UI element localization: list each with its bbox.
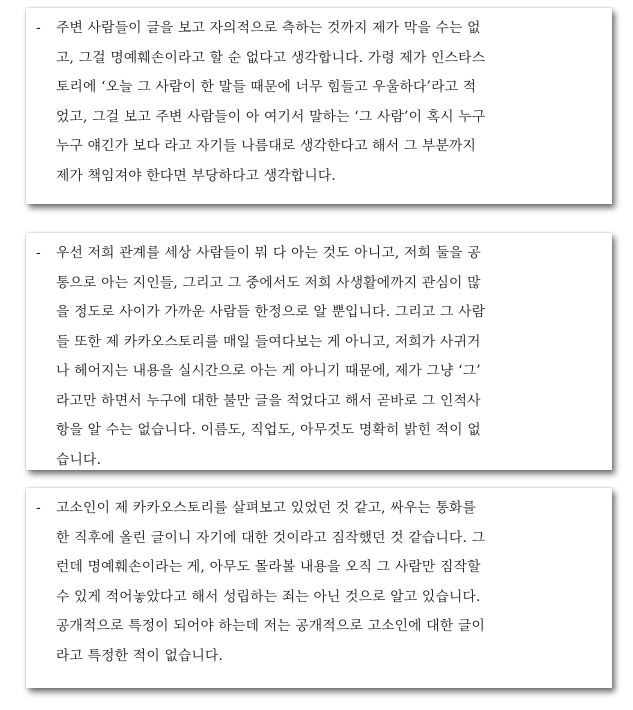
text-line: 고, 그걸 명예훼손이라고 할 순 없다고 생각합니다. 가령 제가 인스타스 <box>56 49 486 66</box>
paragraph-2 <box>36 239 598 475</box>
text-line: 수 있게 적어놓았다고 해서 성립하는 죄는 아닌 것으로 알고 있습니다. <box>56 588 481 605</box>
text-line: 제가 책임져야 한다면 부당하다고 생각합니다. <box>56 167 336 184</box>
bullet-dash: - <box>36 500 41 516</box>
text-line: 었고, 그걸 보고 주변 사람들이 아 여기서 말하는 ‘그 사람’이 혹시 누구 <box>56 108 486 125</box>
text-line: 런데 명예훼손이라는 게, 아무도 몰라볼 내용을 오직 그 사람만 짐작할 <box>56 559 481 575</box>
paragraph-1 <box>36 14 598 191</box>
paragraph-text <box>56 494 598 671</box>
text-line: 습니다. <box>56 451 102 468</box>
text-line: 들 또한 제 카카오스토리를 매일 들여다보는 게 아니고, 저희가 사귀거 <box>56 333 481 350</box>
paragraph-text <box>56 239 598 475</box>
text-line: 나 헤어지는 내용을 실시간으로 아는 게 아니기 때문에, 제가 그냥 ‘그’ <box>56 363 481 379</box>
text-line: 우선 저희 관계를 세상 사람들이 뭐 다 아는 것도 아니고, 저희 둘을 공 <box>56 245 481 261</box>
paragraph-text <box>56 14 598 191</box>
text-line: 라고 특정한 적이 없습니다. <box>56 647 224 664</box>
text-line: 누구 얘긴가 보다 라고 자기들 나름대로 생각한다고 해서 그 부분까지 <box>56 138 477 154</box>
bullet-dash: - <box>36 245 41 261</box>
text-line: 주변 사람들이 글을 보고 자의적으로 측하는 것까지 제가 막을 수는 없 <box>56 20 481 36</box>
statement-card-1 <box>26 8 612 204</box>
text-line: 을 정도로 사이가 가까운 사람들 한정으로 알 뿐입니다. 그리고 그 사람 <box>56 304 486 320</box>
text-line: 토리에 ‘오늘 그 사람이 한 말들 때문에 너무 힘들고 우울하다’라고 적 <box>56 79 477 95</box>
statement-card-2 <box>26 233 612 470</box>
text-line: 통으로 아는 지인들, 그리고 그 중에서도 저희 사생활에까지 관심이 많 <box>56 274 481 291</box>
bullet-dash: - <box>36 20 41 36</box>
text-line: 한 직후에 올린 글이니 자기에 대한 것이라고 짐작했던 것 같습니다. 그 <box>56 529 486 546</box>
statement-card-3 <box>26 488 612 688</box>
text-line: 공개적으로 특정이 되어야 하는데 저는 공개적으로 고소인에 대한 글이 <box>56 618 485 634</box>
text-line: 항을 알 수는 없습니다. 이름도, 직업도, 아무것도 명확히 밝힌 적이 없 <box>56 422 481 438</box>
text-line: 라고만 하면서 누구에 대한 불만 글을 적었다고 해서 곧바로 그 인적사 <box>56 392 481 409</box>
paragraph-3 <box>36 494 598 671</box>
text-line: 고소인이 제 카카오스토리를 살펴보고 있었던 것 같고, 싸우는 통화를 <box>56 500 477 516</box>
